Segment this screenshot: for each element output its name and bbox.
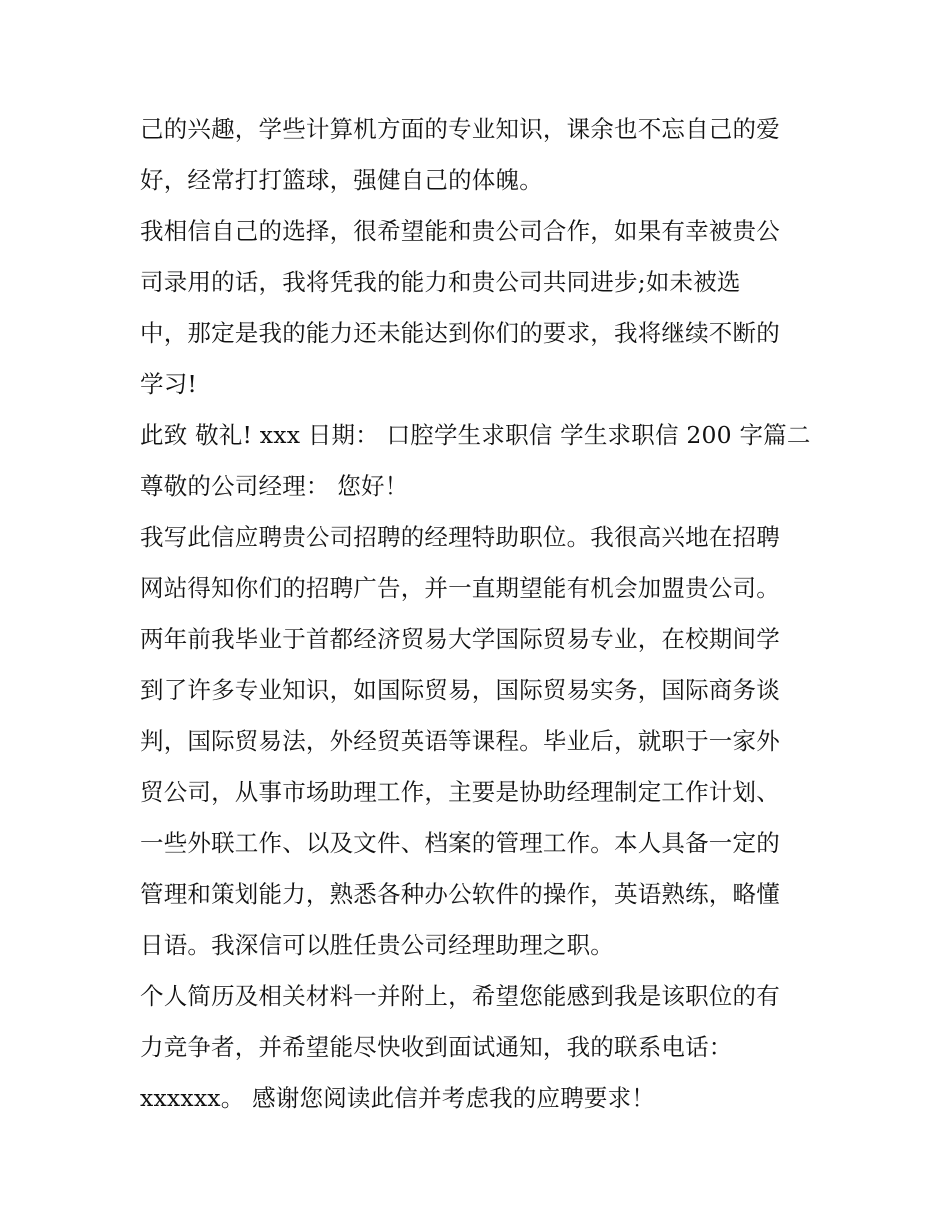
text-line: xxxxxx。 感谢您阅读此信并考虑我的应聘要求！ bbox=[140, 1084, 655, 1112]
letter-body bbox=[140, 104, 820, 1124]
text-line: 学习! bbox=[140, 370, 198, 398]
text-line: 司录用的话，我将凭我的能力和贵公司共同进步;如未被选 bbox=[140, 268, 741, 296]
text-line: 中，那定是我的能力还未能达到你们的要求，我将继续不断的 bbox=[140, 319, 780, 347]
text-line: 我写此信应聘贵公司招聘的经理特助职位。我很高兴地在招聘 bbox=[140, 523, 780, 551]
text-line: 个人简历及相关材料一并附上，希望您能感到我是该职位的有 bbox=[140, 982, 780, 1010]
text-line: 贸公司，从事市场助理工作，主要是协助经理制定工作计划、 bbox=[140, 778, 780, 806]
text-line: 己的兴趣，学些计算机方面的专业知识，课余也不忘自己的爱 bbox=[140, 115, 780, 143]
text-line: 两年前我毕业于首都经济贸易大学国际贸易专业，在校期间学 bbox=[140, 625, 780, 653]
text-line: 网站得知你们的招聘广告，并一直期望能有机会加盟贵公司。 bbox=[140, 574, 780, 602]
text-line: 一些外联工作、以及文件、档案的管理工作。本人具备一定的 bbox=[140, 829, 780, 857]
text-line: 我相信自己的选择，很希望能和贵公司合作，如果有幸被贵公 bbox=[140, 217, 780, 245]
text-line: 管理和策划能力，熟悉各种办公软件的操作，英语熟练，略懂 bbox=[140, 880, 780, 908]
text-line: 好，经常打打篮球，强健自己的体魄。 bbox=[140, 166, 543, 194]
text-line: 此致 敬礼! xxx 日期： 口腔学生求职信 学生求职信 200 字篇二 bbox=[140, 421, 811, 449]
text-line: 尊敬的公司经理： 您好！ bbox=[140, 472, 409, 500]
text-line: 力竞争者，并希望能尽快收到面试通知，我的联系电话： bbox=[140, 1033, 733, 1061]
text-line: 日语。我深信可以胜任贵公司经理助理之职。 bbox=[140, 931, 614, 959]
text-line: 到了许多专业知识，如国际贸易，国际贸易实务，国际商务谈 bbox=[140, 676, 780, 704]
text-line: 判，国际贸易法，外经贸英语等课程。毕业后，就职于一家外 bbox=[140, 727, 780, 755]
